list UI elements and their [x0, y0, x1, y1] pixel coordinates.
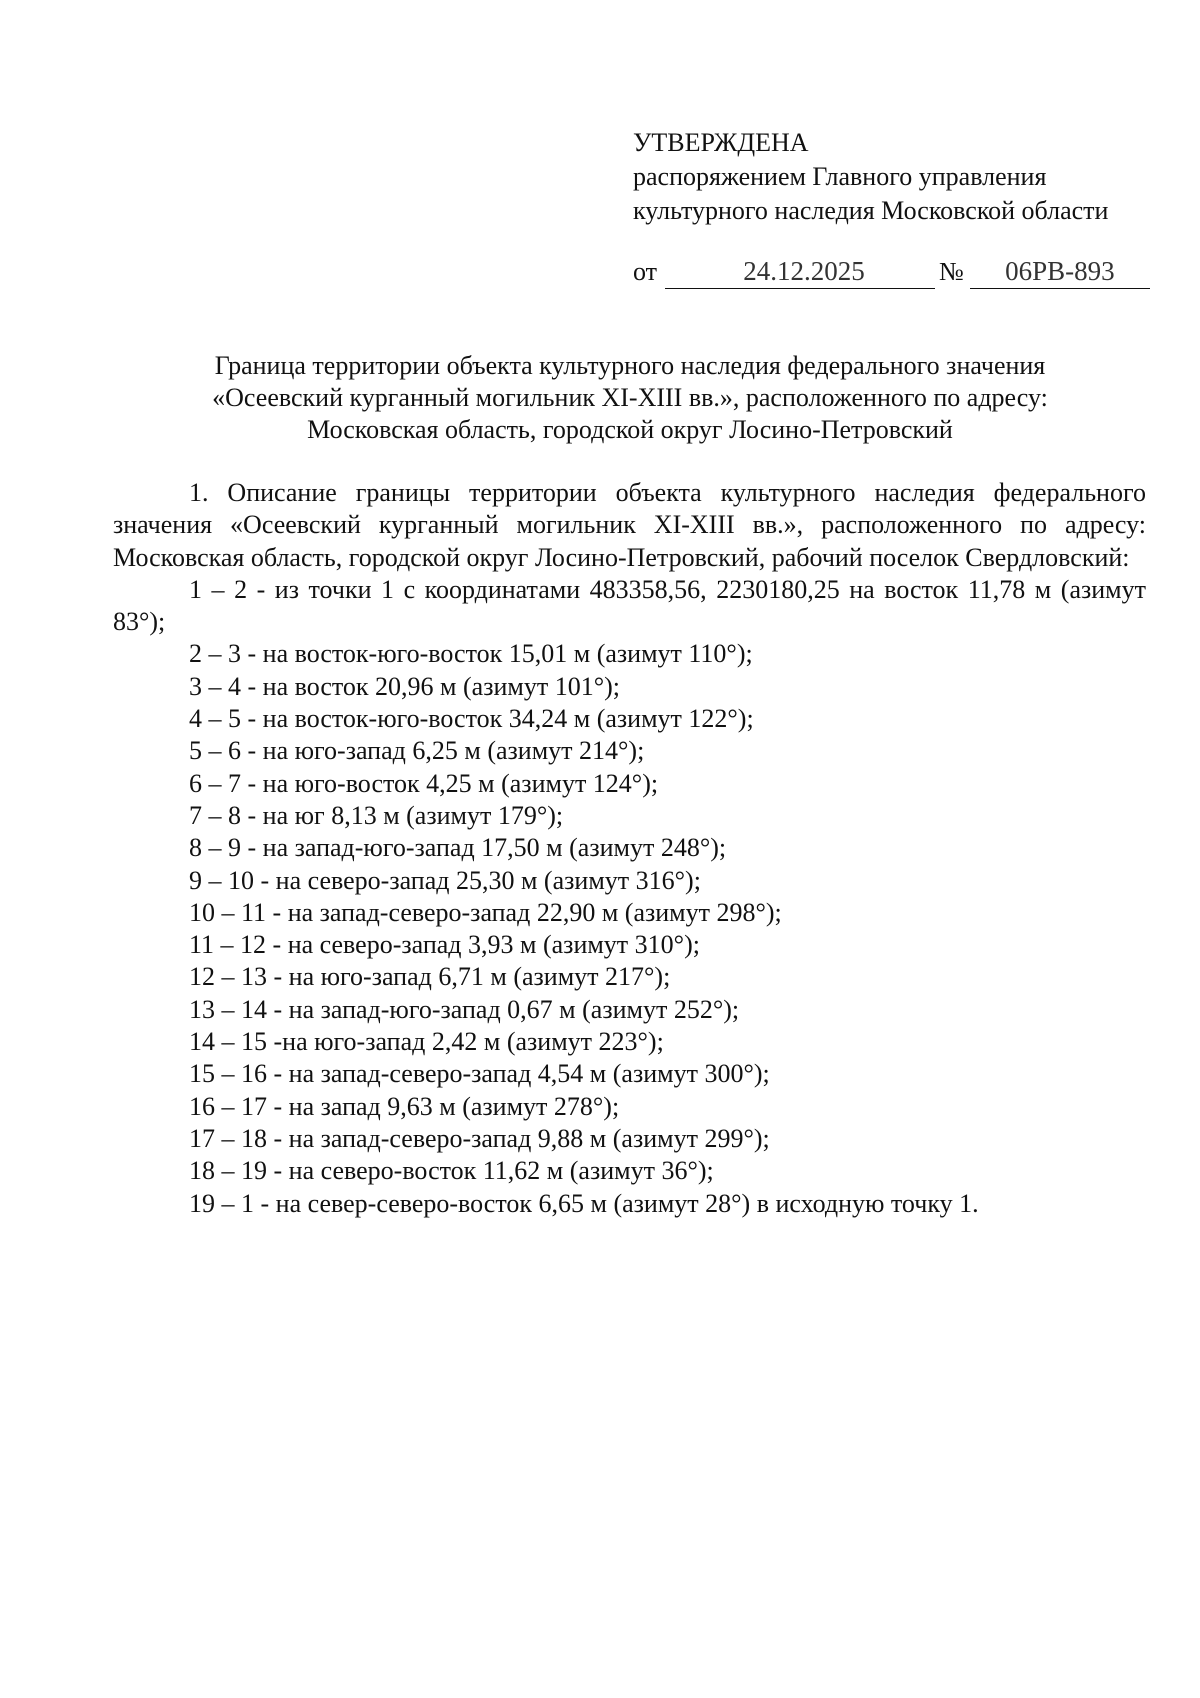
title-line-3: Московская область, городской округ Лосино-Петровский: [307, 415, 953, 444]
segment-item: 6 – 7 - на юго-восток 4,25 м (азимут 124°);: [189, 768, 659, 798]
segment-item: 19 – 1 - на север-северо-восток 6,65 м (азимут 28°) в исходную точку 1.: [189, 1188, 979, 1218]
segment-item: 1 – 2 - из точки 1 с координатами 483358,56, 2230180,25 на восток 11,78 м (азимут 83°);: [113, 574, 1146, 637]
boundary-description: [113, 477, 1146, 1220]
number-field: 06РВ-893: [970, 254, 1150, 289]
segment-item: 17 – 18 - на запад-северо-запад 9,88 м (азимут 299°);: [189, 1123, 770, 1153]
segment-item: 4 – 5 - на восток-юго-восток 34,24 м (азимут 122°);: [189, 704, 754, 734]
segment-item: 14 – 15 -на юго-запад 2,42 м (азимут 223°);: [189, 1027, 664, 1057]
segment-item: 10 – 11 - на запад-северо-запад 22,90 м (азимут 298°);: [189, 897, 782, 927]
approval-line-2: культурного наследия Московской области: [633, 196, 1109, 225]
segment-item: 7 – 8 - на юг 8,13 м (азимут 179°);: [189, 800, 564, 830]
approval-line-1: распоряжением Главного управления: [633, 162, 1047, 191]
title-line-2: «Осеевский курганный могильник XI-XIII вв.», расположенного по адресу:: [212, 383, 1048, 412]
segment-item: 18 – 19 - на северо-восток 11,62 м (азимут 36°);: [189, 1156, 714, 1186]
date-field: 24.12.2025: [665, 254, 935, 289]
section-intro: 1. Описание границы территории объекта культурного наследия федерального значения «Осеевский курганный могильник XI-XIII вв.», расположенного по адресу: Московская область, городской округ Лосино-Петровский, рабочий поселок Свердловский:: [113, 478, 1146, 572]
segment-item: 12 – 13 - на юго-запад 6,71 м (азимут 217°);: [189, 962, 671, 992]
segment-item: 13 – 14 - на запад-юго-запад 0,67 м (азимут 252°);: [189, 994, 740, 1024]
number-sign: №: [939, 257, 964, 286]
segment-item: 15 – 16 - на запад-северо-запад 4,54 м (азимут 300°);: [189, 1059, 770, 1089]
title-line-1: Граница территории объекта культурного наследия федерального значения: [214, 351, 1046, 380]
approval-block: [633, 126, 1150, 289]
segment-item: 8 – 9 - на запад-юго-запад 17,50 м (азимут 248°);: [189, 833, 727, 863]
segment-item: 3 – 4 - на восток 20,96 м (азимут 101°);: [189, 671, 620, 701]
date-number-line: [633, 254, 1150, 289]
segment-item: 2 – 3 - на восток-юго-восток 15,01 м (азимут 110°);: [189, 639, 753, 669]
document-title: [100, 350, 1160, 446]
date-prefix: от: [633, 257, 658, 286]
segment-item: 5 – 6 - на юго-запад 6,25 м (азимут 214°);: [189, 736, 645, 766]
segment-item: 11 – 12 - на северо-запад 3,93 м (азимут 310°);: [189, 930, 700, 960]
segment-item: 9 – 10 - на северо-запад 25,30 м (азимут 316°);: [189, 865, 701, 895]
segment-item: 16 – 17 - на запад 9,63 м (азимут 278°);: [189, 1091, 620, 1121]
approval-heading: УТВЕРЖДЕНА: [633, 128, 809, 157]
